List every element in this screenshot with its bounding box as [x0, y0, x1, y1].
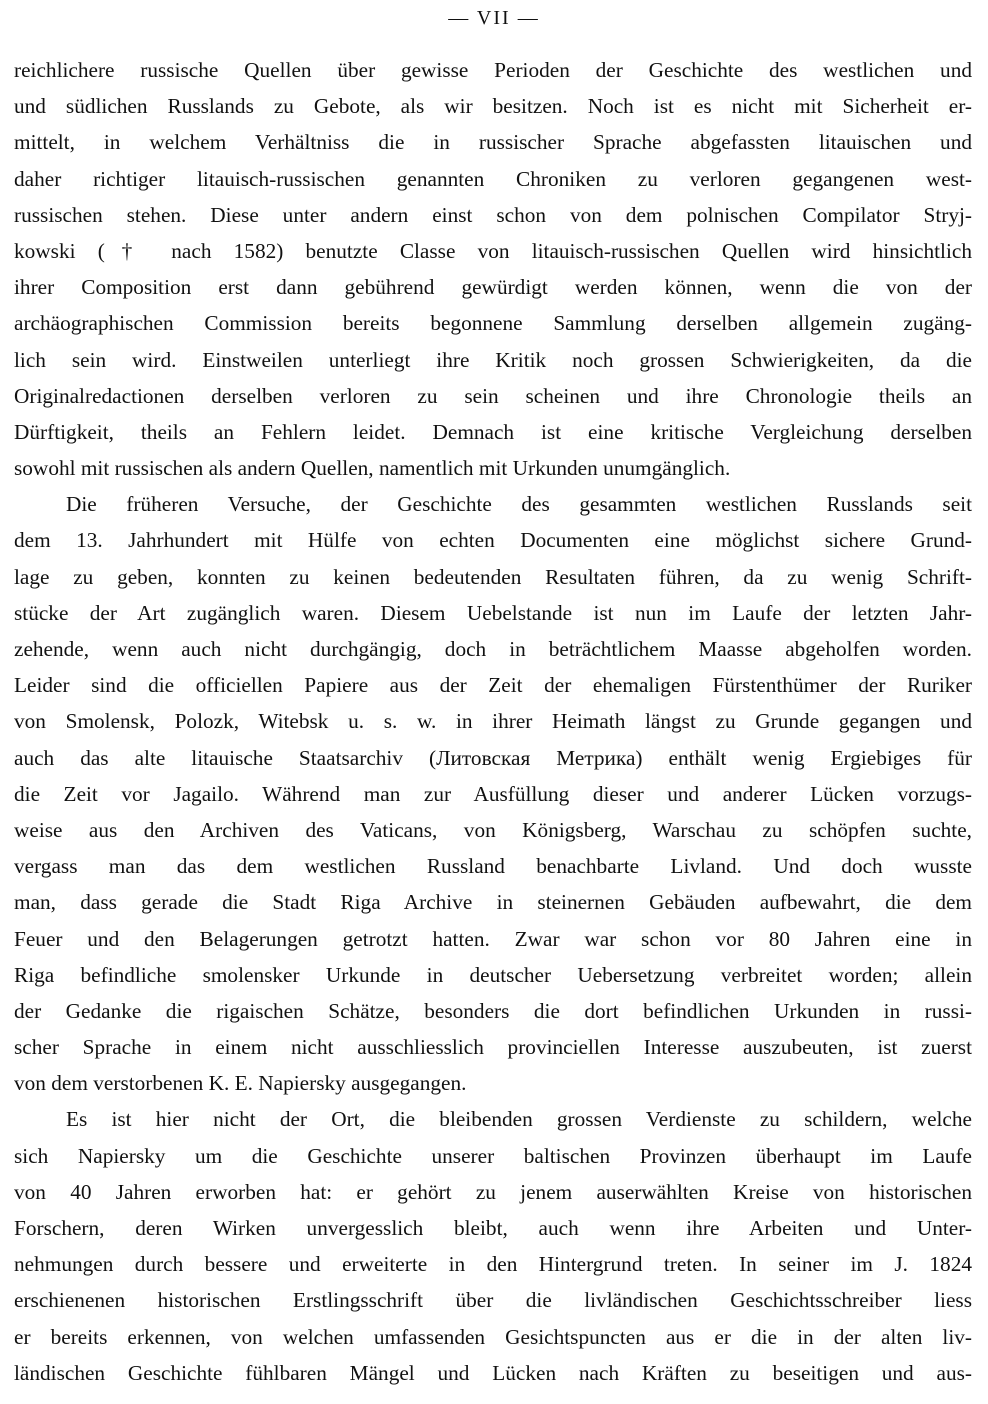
text-line: vergass man das dem westlichen Russland benachbarte Livland. Und doch wusste	[14, 854, 972, 879]
text-line: von 40 Jahren erworben hat: er gehört zu jenem auserwählten Kreise von historischen	[14, 1179, 972, 1204]
text-line: ihrer Composition erst dann gebührend gewürdigt werden können, wenn die von der	[14, 275, 972, 300]
page-number: — VII —	[448, 7, 540, 29]
text-line: scher Sprache in einem nicht ausschliesslich provinciellen Interesse auszubeuten, ist zuerst	[14, 1035, 972, 1060]
text-line: zehende, wenn auch nicht durchgängig, doch in beträchtlichem Maasse abgeholfen worden.	[14, 637, 972, 661]
text-line: russischen stehen. Diese unter andern einst schon von dem polnischen Compilator Stryj-	[14, 202, 972, 227]
text-line: die Zeit vor Jagailo. Während man zur Ausfüllung dieser und anderer Lücken vorzugs-	[14, 781, 972, 806]
text-line: weise aus den Archiven des Vaticans, von Königsberg, Warschau zu schöpfen suchte,	[14, 817, 972, 842]
text-line: sowohl mit russischen als andern Quellen, namentlich mit Urkunden unumgänglich.	[14, 456, 731, 481]
text-line: lich sein wird. Einstweilen unterliegt ihre Kritik noch grossen Schwierigkeiten, da die	[14, 347, 972, 372]
text-line: kowski († nach 1582) benutzte Classe von litauisch-russischen Quellen wird hinsichtlich	[14, 238, 972, 263]
text-line: von Smolensk, Polozk, Witebsk u. s. w. in ihrer Heimath längst zu Grunde gegangen und	[14, 709, 972, 734]
text-line: dem 13. Jahrhundert mit Hülfe von echten Documenten eine möglichst sichere Grund-	[14, 528, 972, 553]
text-line: daher richtiger litauisch-russischen genannten Chroniken zu verloren gegangenen west-	[14, 166, 972, 191]
text-line: Feuer und den Belagerungen getrotzt hatten. Zwar war schon vor 80 Jahren eine in	[14, 926, 972, 951]
text-line: er bereits erkennen, von welchen umfassenden Gesichtspuncten aus er die in der alten liv-	[14, 1324, 972, 1349]
text-line: Originalredactionen derselben verloren zu sein scheinen und ihre Chronologie theils an	[14, 383, 972, 408]
text-line: Forschern, deren Wirken unvergesslich bleibt, auch wenn ihre Arbeiten und Unter-	[14, 1216, 972, 1240]
text-line: Leider sind die officiellen Papiere aus der Zeit der ehemaligen Fürstenthümer der Ruriker	[14, 673, 972, 698]
paragraph-start-line: Es ist hier nicht der Ort, die bleibenden grossen Verdienste zu schildern, welche	[66, 1107, 972, 1132]
text-line: Dürftigkeit, theils an Fehlern leidet. Demnach ist eine kritische Vergleichung derselben	[14, 419, 972, 444]
text-line: auch das alte litauische Staatsarchiv (Литовская Метрика) enthält wenig Ergiebiges für	[14, 745, 972, 770]
text-line: von dem verstorbenen K. E. Napiersky ausgegangen.	[14, 1071, 467, 1096]
text-line: man, dass gerade die Stadt Riga Archive in steinernen Gebäuden aufbewahrt, die dem	[14, 890, 972, 915]
paragraph-start-line: Die früheren Versuche, der Geschichte des gesammten westlichen Russlands seit	[66, 492, 972, 517]
text-line: der Gedanke die rigaischen Schätze, besonders die dort befindlichen Urkunden in russi-	[14, 998, 972, 1023]
body-text	[14, 52, 972, 1391]
text-line: reichlichere russische Quellen über gewisse Perioden der Geschichte des westlichen und	[14, 58, 972, 82]
text-line: stücke der Art zugänglich waren. Diesem Uebelstande ist nun im Laufe der letzten Jahr-	[14, 600, 972, 625]
text-line: und südlichen Russlands zu Gebote, als wir besitzen. Noch ist es nicht mit Sicherheit er-	[14, 94, 972, 119]
text-line: ländischen Geschichte fühlbaren Mängel und Lücken nach Kräften zu beseitigen und aus-	[14, 1360, 972, 1385]
text-line: erschienenen historischen Erstlingsschrift über die livländischen Geschichtsschreiber liess	[14, 1288, 972, 1313]
text-line: Riga befindliche smolensker Urkunde in deutscher Uebersetzung verbreitet worden; allein	[14, 962, 972, 987]
text-line: archäographischen Commission bereits begonnene Sammlung derselben allgemein zugäng-	[14, 311, 972, 336]
text-line: mittelt, in welchem Verhältniss die in russischer Sprache abgefassten litauischen und	[14, 130, 972, 155]
text-line: lage zu geben, konnten zu keinen bedeutenden Resultaten führen, da zu wenig Schrift-	[14, 564, 972, 589]
text-line: sich Napiersky um die Geschichte unserer baltischen Provinzen überhaupt im Laufe	[14, 1143, 972, 1168]
text-line: nehmungen durch bessere und erweiterte in den Hintergrund treten. In seiner im J. 1824	[14, 1252, 972, 1277]
